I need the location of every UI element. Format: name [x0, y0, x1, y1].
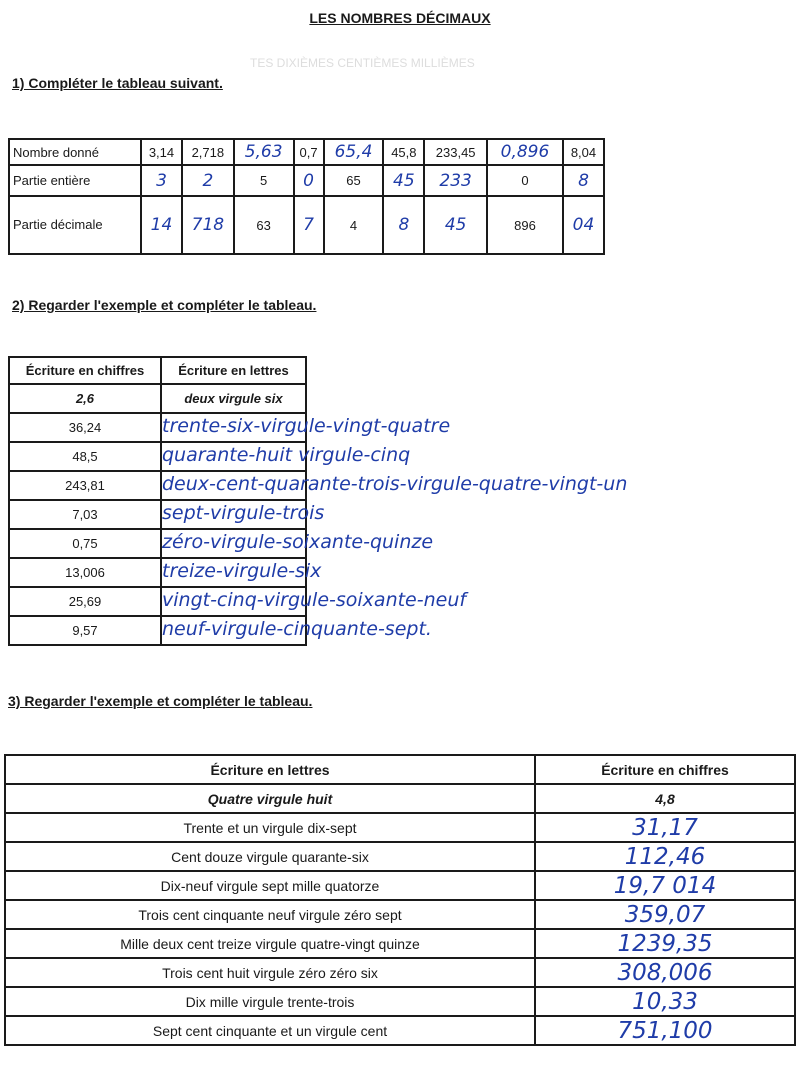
lettres-cell: Mille deux cent treize virgule quatre-vingt quinze: [5, 929, 535, 958]
table-row: [5, 813, 795, 842]
handwritten-answer: 0,896: [500, 142, 550, 162]
cell-decimale: [324, 196, 384, 254]
header-chiffres: Écriture en chiffres: [9, 357, 161, 384]
row-label-nombre: Nombre donné: [9, 139, 141, 165]
table-header-row: [5, 755, 795, 784]
table-row: [9, 616, 306, 645]
cell-nombre: [294, 139, 324, 165]
table-row: [5, 929, 795, 958]
printed-value: 2,718: [191, 144, 225, 160]
handwritten-answer: 751,100: [617, 1017, 713, 1044]
table-row: [9, 442, 306, 471]
table-row-nombre: [9, 139, 604, 165]
lettres-cell: [161, 616, 432, 645]
cell-decimale: [487, 196, 563, 254]
printed-value: 0,7: [299, 144, 318, 160]
printed-value: 896: [514, 217, 536, 233]
handwritten-answer: 7: [303, 215, 314, 235]
table-row: [5, 900, 795, 929]
example-chiffres: 4,8: [535, 784, 795, 813]
handwritten-answer: 233: [439, 170, 472, 191]
table-row: [9, 500, 306, 529]
handwritten-answer: 3: [156, 170, 167, 191]
cell-entiere: [383, 165, 424, 196]
handwritten-answer: 10,33: [632, 988, 698, 1015]
cell-entiere: [563, 165, 604, 196]
page-title: LES NOMBRES DÉCIMAUX: [309, 10, 491, 26]
lettres-cell: Trois cent cinquante neuf virgule zéro sept: [5, 900, 535, 929]
chiffres-cell: 7,03: [9, 500, 161, 529]
table-row: [9, 413, 306, 442]
example-row: [5, 784, 795, 813]
cell-decimale: [563, 196, 604, 254]
printed-value: 4: [349, 217, 358, 233]
section1-heading: 1) Compléter le tableau suivant.: [12, 75, 223, 91]
parts-table: [8, 138, 605, 255]
cell-nombre: [141, 139, 182, 165]
handwritten-answer: 718: [191, 215, 225, 235]
row-label-entiere: Partie entière: [9, 165, 141, 196]
numbers-to-words-table: [8, 356, 628, 646]
printed-value: 65: [346, 173, 361, 188]
lettres-cell: [161, 413, 451, 442]
lettres-cell: Dix-neuf virgule sept mille quatorze: [5, 871, 535, 900]
cell-decimale: [141, 196, 182, 254]
lettres-cell: [161, 500, 325, 529]
handwritten-answer: treize-virgule-six: [162, 560, 322, 582]
cell-nombre: [424, 139, 487, 165]
cell-entiere: [324, 165, 384, 196]
handwritten-answer: deux-cent-quarante-trois-virgule-quatre-vingt-un: [162, 473, 628, 495]
cell-decimale: [294, 196, 324, 254]
table-row: [5, 1016, 795, 1045]
chiffres-cell: [535, 842, 795, 871]
table-row: [9, 529, 306, 558]
cell-entiere: [424, 165, 487, 196]
chiffres-cell: [535, 900, 795, 929]
table-row: [9, 558, 306, 587]
printed-value: 5: [260, 173, 268, 188]
show-through-text: TES DIXIÈMES CENTIÈMES MILLIÈMES: [250, 56, 475, 70]
printed-value: 3,14: [148, 144, 175, 160]
table-row: [5, 871, 795, 900]
example-row: [9, 384, 306, 413]
cell-nombre: [487, 139, 563, 165]
lettres-cell: [161, 587, 467, 616]
handwritten-answer: 45: [393, 170, 415, 191]
example-chiffres: 2,6: [9, 384, 161, 413]
row-label-decimale: Partie décimale: [9, 196, 141, 254]
cell-decimale: [182, 196, 234, 254]
handwritten-answer: zéro-virgule-soixante-quinze: [162, 531, 434, 553]
handwritten-answer: quarante-huit virgule-cinq: [162, 444, 411, 466]
cell-entiere: [182, 165, 234, 196]
table-row-entiere: [9, 165, 604, 196]
cell-nombre: [182, 139, 234, 165]
table-row: [5, 842, 795, 871]
lettres-cell: Dix mille virgule trente-trois: [5, 987, 535, 1016]
cell-decimale: [234, 196, 294, 254]
handwritten-answer: 45: [444, 215, 467, 235]
cell-entiere: [294, 165, 324, 196]
table-row-decimale: [9, 196, 604, 254]
printed-value: 0: [521, 173, 529, 188]
chiffres-cell: 0,75: [9, 529, 161, 558]
handwritten-answer: 19,7 014: [613, 872, 717, 899]
header-lettres: Écriture en lettres: [5, 755, 535, 784]
words-to-numbers-table: [4, 754, 796, 1046]
cell-entiere: [141, 165, 182, 196]
handwritten-answer: sept-virgule-trois: [162, 502, 325, 524]
lettres-cell: [161, 442, 411, 471]
table-header-row: [9, 357, 306, 384]
cell-decimale: [424, 196, 487, 254]
cell-nombre: [563, 139, 604, 165]
printed-value: 63: [256, 217, 271, 233]
handwritten-answer: 8: [578, 170, 589, 191]
cell-nombre: [383, 139, 424, 165]
table-row: [5, 987, 795, 1016]
printed-value: 45,8: [391, 144, 417, 160]
handwritten-answer: 0: [303, 170, 314, 191]
handwritten-answer: 1239,35: [617, 930, 713, 957]
header-chiffres: Écriture en chiffres: [535, 755, 795, 784]
handwritten-answer: neuf-virgule-cinquante-sept.: [162, 618, 432, 640]
handwritten-answer: 14: [150, 215, 173, 235]
chiffres-cell: 243,81: [9, 471, 161, 500]
lettres-cell: Trois cent huit virgule zéro zéro six: [5, 958, 535, 987]
example-lettres: Quatre virgule huit: [5, 784, 535, 813]
handwritten-answer: 04: [572, 215, 595, 235]
handwritten-answer: trente-six-virgule-vingt-quatre: [162, 415, 451, 437]
printed-value: 8,04: [570, 144, 597, 160]
cell-nombre: [324, 139, 384, 165]
handwritten-answer: 112,46: [624, 843, 706, 870]
handwritten-answer: 2: [202, 170, 214, 191]
chiffres-cell: [535, 929, 795, 958]
chiffres-cell: [535, 958, 795, 987]
handwritten-answer: 65,4: [334, 142, 373, 162]
lettres-cell: [161, 558, 322, 587]
chiffres-cell: 13,006: [9, 558, 161, 587]
cell-entiere: [234, 165, 294, 196]
header-lettres: Écriture en lettres: [161, 357, 306, 384]
chiffres-cell: 36,24: [9, 413, 161, 442]
chiffres-cell: 9,57: [9, 616, 161, 645]
table-row: [9, 587, 306, 616]
section3-heading: 3) Regarder l'exemple et compléter le tableau.: [8, 693, 313, 709]
lettres-cell: [161, 529, 434, 558]
chiffres-cell: [535, 1016, 795, 1045]
chiffres-cell: 48,5: [9, 442, 161, 471]
handwritten-answer: 31,17: [632, 814, 698, 841]
section2-heading: 2) Regarder l'exemple et compléter le tableau.: [12, 297, 317, 313]
cell-entiere: [487, 165, 563, 196]
printed-value: 233,45: [435, 144, 476, 160]
lettres-cell: [161, 471, 628, 500]
chiffres-cell: 25,69: [9, 587, 161, 616]
cell-decimale: [383, 196, 424, 254]
handwritten-answer: 359,07: [624, 901, 706, 928]
table-row: [9, 471, 306, 500]
handwritten-answer: vingt-cinq-virgule-soixante-neuf: [162, 589, 467, 611]
handwritten-answer: 8: [398, 215, 410, 235]
chiffres-cell: [535, 813, 795, 842]
handwritten-answer: 308,006: [617, 959, 713, 986]
handwritten-answer: 5,63: [244, 142, 283, 162]
cell-nombre: [234, 139, 294, 165]
lettres-cell: Sept cent cinquante et un virgule cent: [5, 1016, 535, 1045]
lettres-cell: Cent douze virgule quarante-six: [5, 842, 535, 871]
example-lettres: deux virgule six: [161, 384, 306, 413]
lettres-cell: Trente et un virgule dix-sept: [5, 813, 535, 842]
chiffres-cell: [535, 987, 795, 1016]
chiffres-cell: [535, 871, 795, 900]
table-row: [5, 958, 795, 987]
